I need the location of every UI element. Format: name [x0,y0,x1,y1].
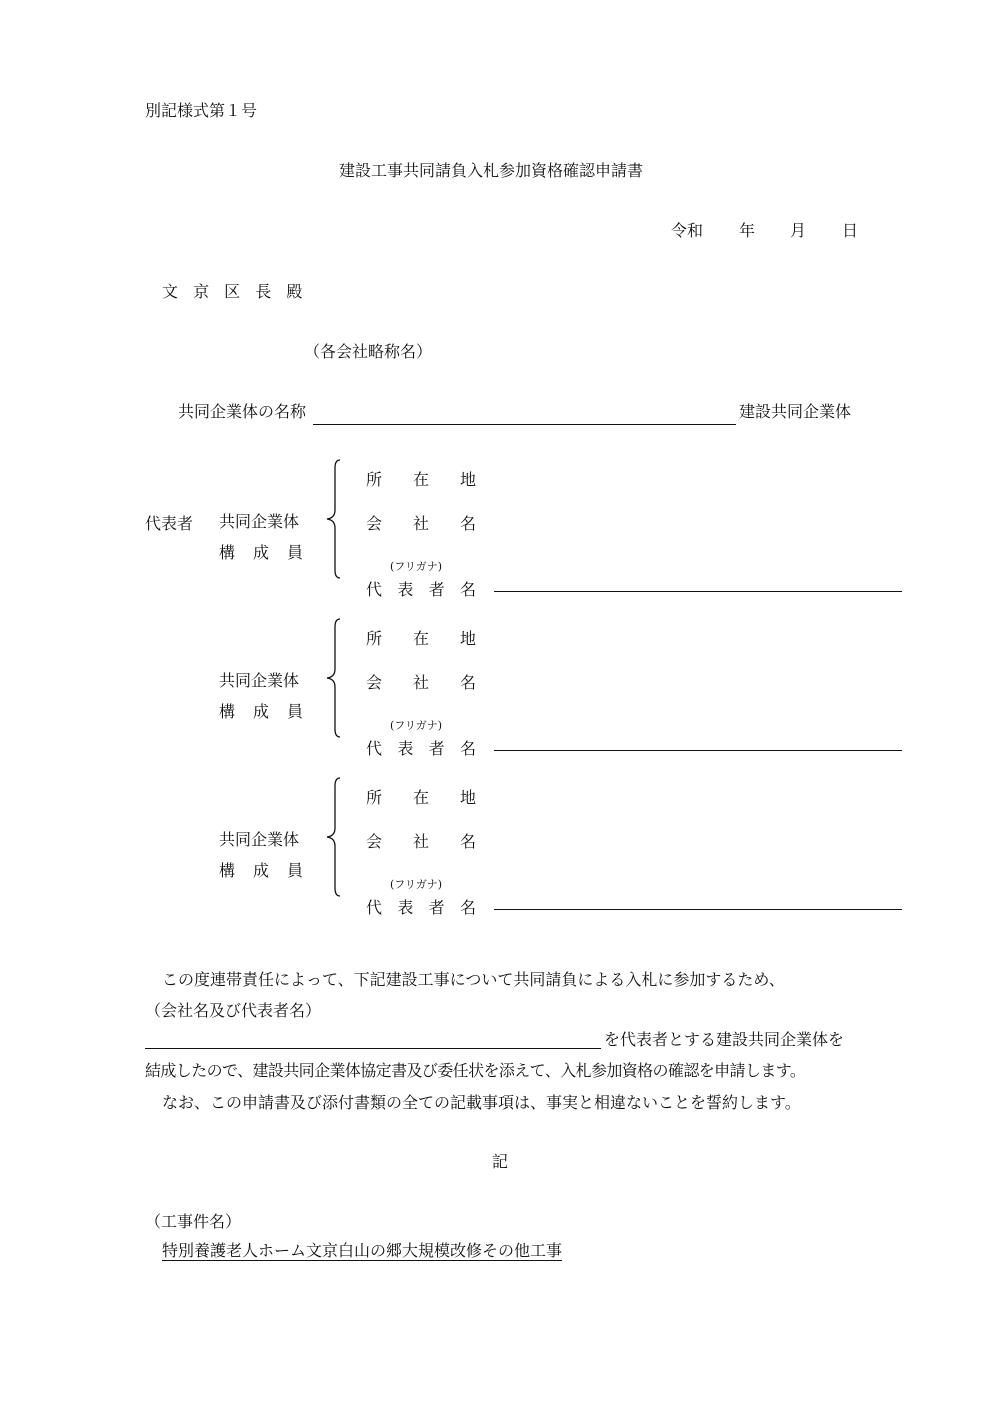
ki-heading: 記 [492,1152,509,1171]
form-number: 別記様式第１号 [145,101,258,120]
company-name-label: 会 社 名 [366,673,476,692]
address-label: 所 在 地 [366,788,476,807]
jv-name-label: 共同企業体の名称 [178,402,307,421]
representative-name-line [494,909,902,910]
company-name-label: 会 社 名 [366,514,476,533]
jv-name-suffix: 建設共同企業体 [739,402,852,421]
representative-name-line [494,591,902,592]
body-line-4: 結成したので、建設共同企業体協定書及び委任状を添えて、入札参加資格の確認を申請します。 [145,1061,806,1080]
furigana-label: (フリガナ) [390,719,443,732]
brace-icon [322,458,344,580]
body-line-3: を代表者とする建設共同企業体を [604,1030,845,1049]
body-line-1: この度連帯責任によって、下記建設工事について共同請負による入札に参加するため、 [162,970,785,989]
representative-name-label: 代 表 者 名 [366,580,476,599]
project-label: （工事件名） [145,1212,242,1231]
page-title: 建設工事共同請負入札参加資格確認申請書 [339,161,644,180]
date-era: 令和 [671,221,704,240]
address-label: 所 在 地 [366,629,476,648]
company-name-label: 会 社 名 [366,832,476,851]
date-day: 日 [842,221,859,240]
date-month: 月 [790,221,807,240]
furigana-label: (フリガナ) [390,878,443,891]
addressee: 文 京 区 長 殿 [162,282,303,301]
representative-company-line [145,1048,601,1049]
representative-name-line [494,750,902,751]
representative-name-label: 代 表 者 名 [366,739,476,758]
member-label-jv: 共同企業体 [219,512,300,531]
brace-icon [322,776,344,898]
member-label-jv: 共同企業体 [219,671,300,690]
body-line-2: （会社名及び代表者名） [145,1001,322,1020]
member-label-constituent: 構 成 員 [219,861,303,880]
abbrev-note: （各会社略称名） [304,342,433,361]
jv-name-underline [313,424,736,425]
body-line-5: なお、この申請書及び添付書類の全ての記載事項は、事実と相違ないことを誓約します。 [162,1093,801,1112]
address-label: 所 在 地 [366,470,476,489]
date-year: 年 [739,221,756,240]
furigana-label: (フリガナ) [390,560,443,573]
project-name: 特別養護老人ホーム文京白山の郷大規模改修その他工事 [162,1241,563,1260]
brace-icon [322,617,344,739]
member-label-constituent: 構 成 員 [219,702,303,721]
member-label-constituent: 構 成 員 [219,543,303,562]
member-label-jv: 共同企業体 [219,830,300,849]
representative-name-label: 代 表 者 名 [366,898,476,917]
representative-label: 代表者 [145,514,194,533]
